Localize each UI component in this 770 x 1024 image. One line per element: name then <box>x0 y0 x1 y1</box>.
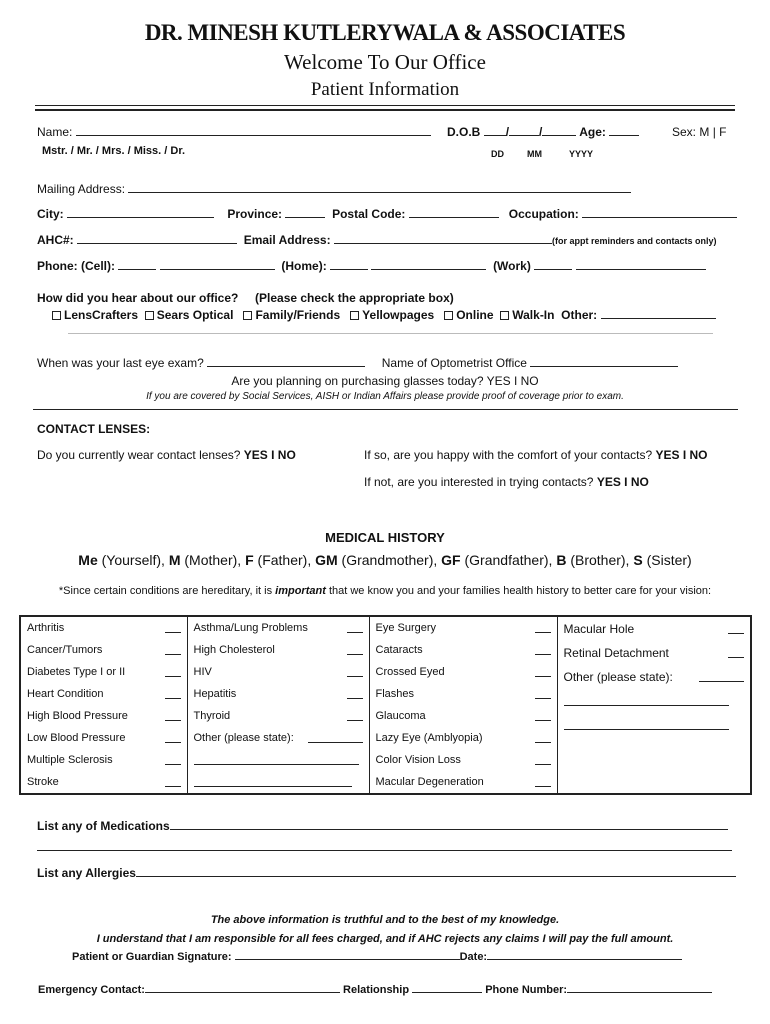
work-area-field[interactable] <box>534 260 572 270</box>
condition-row[interactable]: Macular Degeneration <box>370 771 557 793</box>
signature-field[interactable] <box>235 950 460 960</box>
allergies-row <box>37 866 736 880</box>
relation-legend: Me (Yourself), M (Mother), F (Father), GM (Grandmother), GF (Grandfather), B (Brother), S (Sister) <box>78 552 692 568</box>
sex-label: Sex: <box>672 125 697 139</box>
allergies-field[interactable] <box>136 867 736 877</box>
title-options[interactable]: Mstr. / Mr. / Mrs. / Miss. / Dr. <box>42 145 186 157</box>
referral-other-label: Other: <box>561 308 598 322</box>
work-label: (Work) <box>493 259 531 273</box>
condition-row[interactable]: Retinal Detachment <box>558 641 751 665</box>
referral-divider <box>68 333 713 334</box>
home-number-field[interactable] <box>371 260 486 270</box>
optometrist-label: Name of Optometrist Office <box>381 356 527 370</box>
dob-label: D.O.B <box>447 125 481 139</box>
condition-row[interactable]: Crossed Eyed <box>370 661 557 683</box>
cell-number-field[interactable] <box>160 260 275 270</box>
coverage-note: If you are covered by Social Services, AISH or Indian Affairs please provide proof of coverage prior to exam. <box>146 391 624 402</box>
dob-year-field[interactable] <box>542 126 576 136</box>
phone-label: Phone: <box>37 259 78 273</box>
medical-col-1 <box>20 616 187 794</box>
allergies-label: List any Allergies <box>37 866 136 880</box>
dob-month-field[interactable] <box>509 126 539 136</box>
phone-number-field[interactable] <box>567 983 712 993</box>
name-label: Name: <box>37 125 73 139</box>
condition-row[interactable]: High Cholesterol <box>188 639 369 661</box>
contacts-q3-text: If not, are you interested in trying contacts? <box>364 475 594 489</box>
email-note: (for appt reminders and contacts only) <box>551 236 717 246</box>
work-number-field[interactable] <box>576 260 706 270</box>
home-area-field[interactable] <box>330 260 368 270</box>
date-field[interactable] <box>487 950 682 960</box>
sex-row <box>672 125 726 139</box>
last-exam-label: When was your last eye exam? <box>37 356 204 370</box>
hereditary-note: *Since certain conditions are hereditary, it is important that we know you and your families health history to better care for your vision: <box>58 585 712 597</box>
contacts-q2-text: If so, are you happy with the comfort of your contacts? <box>364 448 653 462</box>
contacts-q3 <box>364 475 649 489</box>
date-label: Date: <box>459 951 488 963</box>
condition-row[interactable]: Stroke <box>21 771 187 793</box>
cell-label: (Cell): <box>81 259 116 273</box>
medications-field[interactable] <box>170 820 728 830</box>
condition-row[interactable]: Arthritis <box>21 617 187 639</box>
condition-row[interactable]: Cataracts <box>370 639 557 661</box>
condition-row[interactable]: Heart Condition <box>21 683 187 705</box>
ahc-row <box>37 233 716 247</box>
email-field[interactable] <box>334 234 552 244</box>
mailing-label: Mailing Address: <box>37 182 126 196</box>
responsibility-statement: I understand that I am responsible for all fees charged, and if AHC rejects any claims I will pay the full amount. <box>96 933 674 945</box>
checkbox-icon <box>243 311 252 320</box>
city-field[interactable] <box>67 208 214 218</box>
age-label: Age: <box>579 125 606 139</box>
occupation-label: Occupation: <box>508 207 579 221</box>
relationship-field[interactable] <box>412 983 482 993</box>
occupation-field[interactable] <box>582 208 737 218</box>
referral-instruction: (Please check the appropriate box) <box>255 291 454 305</box>
condition-row[interactable]: Cancer/Tumors <box>21 639 187 661</box>
phone-number-label: Phone Number: <box>485 984 568 996</box>
checkbox-icon <box>500 311 509 320</box>
other-line[interactable] <box>188 749 369 771</box>
referral-option-lenscrafters[interactable]: LensCrafters <box>52 308 138 322</box>
medical-col-3 <box>369 616 557 794</box>
age-field[interactable] <box>609 126 639 136</box>
truth-statement: The above information is truthful and to the best of my knowledge. <box>210 914 560 926</box>
condition-row[interactable]: Flashes <box>370 683 557 705</box>
condition-row[interactable]: Thyroid <box>188 705 369 727</box>
contacts-q3-answer[interactable]: YES I NO <box>596 475 649 489</box>
ahc-field[interactable] <box>77 234 237 244</box>
dob-month-hint: MM <box>527 149 542 159</box>
dob-sep: / <box>539 125 543 139</box>
medical-heading: MEDICAL HISTORY <box>325 530 445 545</box>
optometrist-field[interactable] <box>530 357 678 367</box>
cell-area-field[interactable] <box>118 260 156 270</box>
checkbox-icon <box>145 311 154 320</box>
other-line[interactable] <box>558 713 751 737</box>
referral-option-sears[interactable]: Sears Optical <box>141 308 233 322</box>
condition-row[interactable]: Color Vision Loss <box>370 749 557 771</box>
referral-question-text: How did you hear about our office? <box>37 291 239 305</box>
section-divider <box>33 409 738 410</box>
referral-options <box>52 308 716 322</box>
condition-row[interactable]: Low Blood Pressure <box>21 727 187 749</box>
emergency-label: Emergency Contact: <box>38 984 145 996</box>
mailing-row <box>37 182 631 196</box>
ahc-label: AHC#: <box>37 233 74 247</box>
checkbox-icon <box>444 311 453 320</box>
province-field[interactable] <box>285 208 325 218</box>
referral-option-yellowpages[interactable]: Yellowpages <box>344 308 435 322</box>
exam-row <box>37 356 678 370</box>
condition-row[interactable]: Multiple Sclerosis <box>21 749 187 771</box>
last-exam-field[interactable] <box>207 357 365 367</box>
province-label: Province: <box>227 207 283 221</box>
medications-row <box>37 819 728 833</box>
condition-row[interactable]: Asthma/Lung Problems <box>188 617 369 639</box>
condition-row[interactable]: Other (please state): <box>188 727 369 749</box>
condition-row[interactable]: High Blood Pressure <box>21 705 187 727</box>
medical-col-2 <box>187 616 369 794</box>
condition-row[interactable]: Other (please state): <box>558 665 751 689</box>
condition-row[interactable]: Macular Hole <box>558 617 751 641</box>
contacts-q2-answer[interactable]: YES I NO <box>655 448 708 462</box>
condition-row[interactable]: Lazy Eye (Amblyopia) <box>370 727 557 749</box>
phone-row <box>37 259 706 273</box>
contacts-q1-answer[interactable]: YES I NO <box>243 448 296 462</box>
name-row <box>37 125 431 139</box>
referral-other-field[interactable] <box>601 309 716 319</box>
signature-label: Patient or Guardian Signature: <box>72 951 232 963</box>
referral-option-walkin[interactable]: Walk-In <box>497 308 555 322</box>
city-label: City: <box>37 207 64 221</box>
postal-field[interactable] <box>409 208 499 218</box>
email-label: Email Address: <box>243 233 331 247</box>
home-label: (Home): <box>281 259 327 273</box>
relationship-label: Relationship <box>343 984 410 996</box>
referral-option-family[interactable]: Family/Friends <box>237 308 340 322</box>
emergency-field[interactable] <box>145 983 340 993</box>
name-field[interactable] <box>76 126 431 136</box>
referral-question <box>37 291 454 305</box>
condition-row[interactable]: HIV <box>188 661 369 683</box>
medical-col-4 <box>557 616 751 794</box>
dob-sep: / <box>505 125 510 139</box>
medical-history-table <box>19 615 752 795</box>
condition-row[interactable]: Glaucoma <box>370 705 557 727</box>
contacts-q2 <box>364 448 708 462</box>
other-line[interactable] <box>188 771 369 793</box>
medications-line-2[interactable] <box>37 850 732 851</box>
other-line[interactable] <box>558 689 751 713</box>
contacts-heading: CONTACT LENSES: <box>37 422 151 436</box>
checkbox-icon <box>350 311 359 320</box>
referral-option-online[interactable]: Online <box>438 308 494 322</box>
glasses-question[interactable]: Are you planning on purchasing glasses today? YES I NO <box>231 374 539 388</box>
contacts-q1 <box>37 448 296 462</box>
header-divider-top <box>35 105 735 106</box>
welcome-title: Welcome To Our Office <box>284 50 486 74</box>
condition-row[interactable]: Eye Surgery <box>370 617 557 639</box>
sex-options[interactable]: M | F <box>699 125 727 139</box>
section-subtitle: Patient Information <box>310 79 460 100</box>
dob-row <box>447 125 639 139</box>
signature-row <box>72 950 682 963</box>
condition-row[interactable]: Hepatitis <box>188 683 369 705</box>
city-row <box>37 207 737 221</box>
mailing-field[interactable] <box>128 183 631 193</box>
dob-year-hint: YYYY <box>569 149 594 159</box>
dob-day-hint: DD <box>491 149 504 159</box>
dob-day-field[interactable] <box>484 126 506 136</box>
checkbox-icon <box>52 311 61 320</box>
practice-name: DR. MINESH KUTLERYWALA & ASSOCIATES <box>144 20 626 45</box>
medications-label: List any of Medications <box>37 819 170 833</box>
postal-label: Postal Code: <box>332 207 406 221</box>
condition-row[interactable]: Diabetes Type I or II <box>21 661 187 683</box>
emergency-row <box>38 983 712 996</box>
contacts-q1-text: Do you currently wear contact lenses? <box>37 448 241 462</box>
header-divider-bottom <box>35 109 735 111</box>
